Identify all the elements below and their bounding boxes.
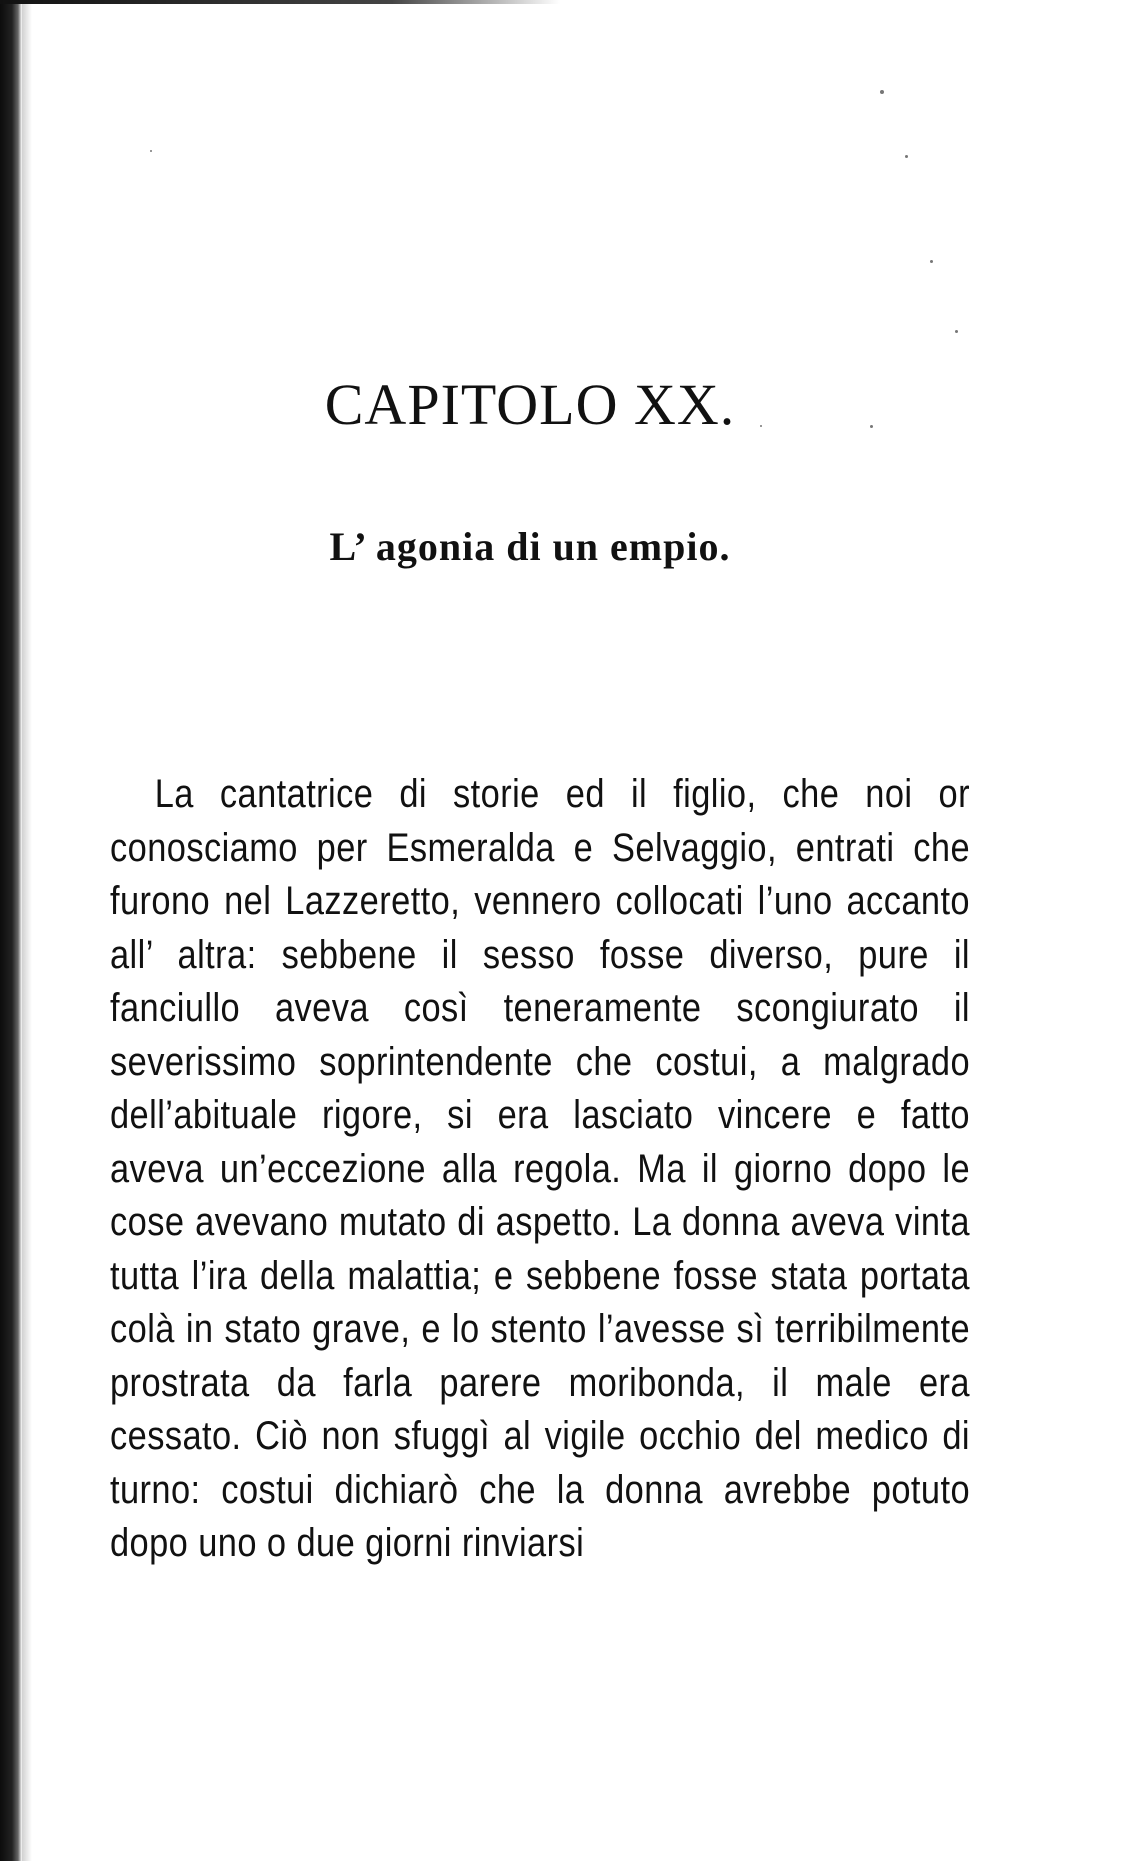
page-top-rule xyxy=(0,0,560,4)
chapter-title: CAPITOLO XX. xyxy=(324,371,736,437)
bleed-speck xyxy=(905,155,908,158)
page-binding-shadow xyxy=(22,0,32,1861)
bleed-speck xyxy=(930,260,933,263)
body-paragraph: La cantatrice di storie ed il figlio, che noi or conosciamo per Esmeralda e Selvaggio, entrati che furono nel Lazzeretto, vennero collocati l’uno accanto all’ altra: sebbene il sesso fosse diverso, pure il fanciullo aveva così teneramente scongiurato il severissimo soprintendente che costui, a malgrado dell’abituale rigore, si era lasciato vincere e fatto aveva un’eccezione alla regola. Ma il giorno dopo le cose avevano mutato di aspetto. La donna aveva vinta tutta l’ira della malattia; e sebbene fosse stata portata colà in stato grave, e lo stento l’avesse sì terribilmente prostrata da farla parere moribonda, il male era cessato. Ciò non sfuggì al vigile occhio del medico di turno: costui dichiarò che la donna avrebbe potuto dopo uno o due giorni rinviarsi xyxy=(110,772,971,1565)
bleed-speck xyxy=(880,90,884,94)
bleed-speck xyxy=(955,330,958,333)
bleed-speck xyxy=(150,150,152,152)
chapter-subtitle: L’ agonia di un empio. xyxy=(329,524,731,570)
page-binding-edge xyxy=(0,0,22,1861)
